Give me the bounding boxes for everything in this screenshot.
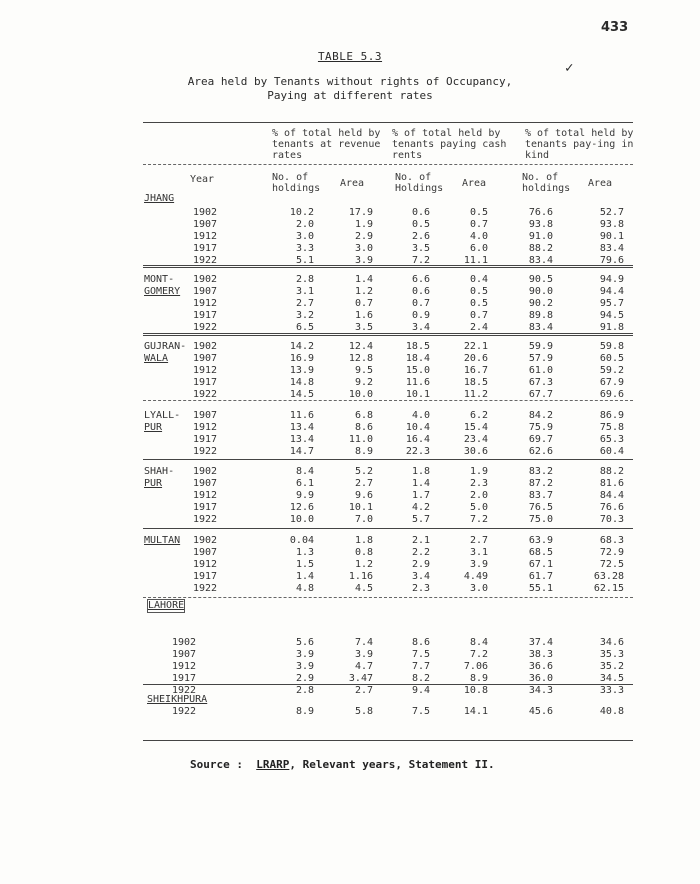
data-cell: 33.3 [599,685,624,696]
data-cell: 3.1 [469,547,488,558]
data-cell: 2.3 [411,583,430,594]
data-cell: 83.7 [528,490,553,501]
data-cell: 5.8 [354,706,373,717]
data-cell: 8.6 [354,422,373,433]
data-cell: 3.9 [354,649,373,660]
data-cell: 0.7 [411,298,430,309]
year-cell: 1907 [193,547,218,558]
data-cell: 9.9 [295,490,314,501]
column-group-header: % of total held by tenants at revenue rates [272,128,381,161]
data-cell: 1.16 [348,571,373,582]
data-cell: 6.1 [295,478,314,489]
data-cell: 15.4 [463,422,488,433]
data-cell: 4.7 [354,661,373,672]
data-cell: 23.4 [463,434,488,445]
year-cell: 1912 [193,365,218,376]
data-cell: 9.4 [411,685,430,696]
data-cell: 1.3 [295,547,314,558]
data-cell: 2.0 [469,490,488,501]
region-label: JHANG [144,193,175,204]
data-cell: 10.1 [405,389,430,400]
data-cell: 6.8 [354,410,373,421]
data-cell: 0.6 [411,286,430,297]
data-cell: 7.4 [354,637,373,648]
data-cell: 17.9 [348,207,373,218]
data-cell: 1.2 [354,286,373,297]
data-cell: 34.3 [528,685,553,696]
year-cell: 1902 [193,466,218,477]
data-cell: 4.8 [295,583,314,594]
rule-line [143,122,633,123]
year-cell: 1917 [193,571,218,582]
data-cell: 91.0 [528,231,553,242]
data-cell: 2.7 [354,685,373,696]
year-cell: 1912 [193,298,218,309]
data-cell: 62.15 [593,583,624,594]
data-cell: 7.2 [469,649,488,660]
data-cell: 14.5 [289,389,314,400]
data-cell: 22.3 [405,446,430,457]
data-cell: 8.9 [354,446,373,457]
data-cell: 3.3 [295,243,314,254]
data-cell: 14.7 [289,446,314,457]
data-cell: 2.4 [469,322,488,333]
data-cell: 18.5 [405,341,430,352]
data-cell: 72.5 [599,559,624,570]
data-cell: 15.0 [405,365,430,376]
data-cell: 5.7 [411,514,430,525]
year-cell: 1912 [193,559,218,570]
region-label: LAHORE [148,600,185,611]
data-cell: 2.8 [295,274,314,285]
data-cell: 3.9 [295,661,314,672]
year-cell: 1922 [172,706,197,717]
data-cell: 61.0 [528,365,553,376]
data-cell: 1.4 [411,478,430,489]
data-cell: 22.1 [463,341,488,352]
data-cell: 34.5 [599,673,624,684]
data-cell: 3.1 [295,286,314,297]
data-cell: 1.9 [354,219,373,230]
data-cell: 0.04 [289,535,314,546]
data-cell: 4.0 [469,231,488,242]
rule-line [143,528,633,529]
data-cell: 3.9 [469,559,488,570]
rule-line [143,333,633,336]
data-cell: 14.2 [289,341,314,352]
data-cell: 2.9 [354,231,373,242]
region-label: WALA [144,353,169,364]
data-cell: 30.6 [463,446,488,457]
data-cell: 0.7 [469,219,488,230]
data-cell: 11.2 [463,389,488,400]
data-cell: 79.6 [599,255,624,266]
data-cell: 0.4 [469,274,488,285]
table-caption: Area held by Tenants without rights of Occupancy, Paying at different rates [187,75,513,102]
data-cell: 0.7 [354,298,373,309]
data-cell: 59.9 [528,341,553,352]
year-cell: 1922 [172,685,197,696]
data-cell: 60.5 [599,353,624,364]
data-cell: 90.0 [528,286,553,297]
region-label: MONT- [144,274,175,285]
data-cell: 94.4 [599,286,624,297]
year-cell: 1917 [193,310,218,321]
year-cell: 1912 [172,661,197,672]
data-cell: 2.9 [411,559,430,570]
data-cell: 10.2 [289,207,314,218]
data-cell: 6.0 [469,243,488,254]
data-cell: 13.4 [289,434,314,445]
region-label: SHAH- [144,466,175,477]
data-cell: 1.4 [295,571,314,582]
data-cell: 1.8 [411,466,430,477]
data-cell: 89.8 [528,310,553,321]
year-cell: 1907 [193,286,218,297]
data-cell: 12.6 [289,502,314,513]
data-cell: 18.4 [405,353,430,364]
data-cell: 2.1 [411,535,430,546]
data-cell: 8.2 [411,673,430,684]
data-cell: 7.06 [463,661,488,672]
year-cell: 1917 [193,243,218,254]
data-cell: 0.6 [411,207,430,218]
data-cell: 8.9 [295,706,314,717]
data-cell: 16.9 [289,353,314,364]
data-cell: 2.0 [295,219,314,230]
data-cell: 9.5 [354,365,373,376]
data-cell: 12.8 [348,353,373,364]
data-cell: 55.1 [528,583,553,594]
rule-line [143,400,633,401]
year-cell: 1907 [193,410,218,421]
data-cell: 18.5 [463,377,488,388]
region-label: GUJRAN- [144,341,187,352]
data-cell: 0.9 [411,310,430,321]
data-cell: 1.9 [469,466,488,477]
data-cell: 4.49 [463,571,488,582]
year-cell: 1917 [193,502,218,513]
data-cell: 5.6 [295,637,314,648]
year-cell: 1902 [193,341,218,352]
data-cell: 6.2 [469,410,488,421]
data-cell: 7.2 [411,255,430,266]
rule-line [143,684,633,685]
year-cell: 1917 [193,434,218,445]
data-cell: 11.6 [405,377,430,388]
data-cell: 3.0 [469,583,488,594]
data-cell: 1.4 [354,274,373,285]
column-header: Area [588,178,613,189]
data-cell: 93.8 [599,219,624,230]
year-cell: 1922 [193,322,218,333]
year-cell: 1907 [193,353,218,364]
column-group-header: % of total held by tenants pay-ing in kind [525,128,634,161]
data-cell: 36.0 [528,673,553,684]
year-cell: 1907 [193,219,218,230]
data-cell: 95.7 [599,298,624,309]
data-cell: 76.5 [528,502,553,513]
data-cell: 2.7 [295,298,314,309]
region-label: SHEIKHPURA [147,694,208,705]
data-cell: 94.5 [599,310,624,321]
year-cell: 1922 [193,255,218,266]
data-cell: 3.4 [411,322,430,333]
year-cell: 1907 [172,649,197,660]
data-cell: 2.2 [411,547,430,558]
data-cell: 6.5 [295,322,314,333]
data-cell: 5.1 [295,255,314,266]
data-cell: 67.3 [528,377,553,388]
data-cell: 8.6 [411,637,430,648]
data-cell: 10.1 [348,502,373,513]
year-cell: 1922 [193,583,218,594]
data-cell: 52.7 [599,207,624,218]
region-label: PUR [144,422,163,433]
column-header: Area [462,178,487,189]
data-cell: 14.1 [463,706,488,717]
data-cell: 2.3 [469,478,488,489]
data-cell: 59.8 [599,341,624,352]
data-cell: 1.5 [295,559,314,570]
data-cell: 84.2 [528,410,553,421]
data-cell: 10.4 [405,422,430,433]
data-cell: 90.5 [528,274,553,285]
data-cell: 57.9 [528,353,553,364]
year-cell: 1912 [193,231,218,242]
rule-line [143,597,633,598]
data-cell: 76.6 [599,502,624,513]
data-cell: 11.0 [348,434,373,445]
data-cell: 7.0 [354,514,373,525]
year-cell: 1907 [193,478,218,489]
data-cell: 0.8 [354,547,373,558]
data-cell: 2.7 [469,535,488,546]
year-cell: 1917 [172,673,197,684]
data-cell: 14.8 [289,377,314,388]
year-cell: 1917 [193,377,218,388]
data-cell: 8.4 [469,637,488,648]
data-cell: 86.9 [599,410,624,421]
data-cell: 6.6 [411,274,430,285]
data-cell: 84.4 [599,490,624,501]
year-cell: 1912 [193,490,218,501]
data-cell: 10.0 [348,389,373,400]
rule-line [143,164,633,165]
data-cell: 87.2 [528,478,553,489]
data-cell: 0.5 [411,219,430,230]
data-cell: 45.6 [528,706,553,717]
data-cell: 35.2 [599,661,624,672]
year-cell: 1902 [172,637,197,648]
data-cell: 16.7 [463,365,488,376]
data-cell: 75.8 [599,422,624,433]
data-cell: 3.5 [411,243,430,254]
data-cell: 83.2 [528,466,553,477]
rule-line [143,265,633,268]
data-cell: 7.2 [469,514,488,525]
data-cell: 3.9 [354,255,373,266]
data-cell: 62.6 [528,446,553,457]
data-cell: 75.0 [528,514,553,525]
data-cell: 1.7 [411,490,430,501]
data-cell: 5.2 [354,466,373,477]
data-cell: 88.2 [599,466,624,477]
year-cell: 1922 [193,389,218,400]
data-cell: 63.28 [593,571,624,582]
data-cell: 68.5 [528,547,553,558]
data-cell: 8.9 [469,673,488,684]
data-cell: 83.4 [528,255,553,266]
data-cell: 3.0 [295,231,314,242]
data-cell: 7.5 [411,706,430,717]
data-cell: 61.7 [528,571,553,582]
data-cell: 36.6 [528,661,553,672]
data-cell: 3.9 [295,649,314,660]
column-header: No. of Holdings [395,172,444,194]
region-label: GOMERY [144,286,181,297]
data-cell: 3.47 [348,673,373,684]
data-cell: 35.3 [599,649,624,660]
data-cell: 68.3 [599,535,624,546]
data-cell: 90.2 [528,298,553,309]
check-mark-icon: ✓ [565,60,574,76]
data-cell: 1.2 [354,559,373,570]
data-cell: 67.7 [528,389,553,400]
data-cell: 67.1 [528,559,553,570]
year-cell: 1902 [193,535,218,546]
data-cell: 2.9 [295,673,314,684]
data-cell: 13.4 [289,422,314,433]
data-cell: 93.8 [528,219,553,230]
data-cell: 67.9 [599,377,624,388]
data-cell: 16.4 [405,434,430,445]
table-label: TABLE 5.3 [317,50,383,63]
data-cell: 11.6 [289,410,314,421]
column-header: Area [340,178,365,189]
data-cell: 9.6 [354,490,373,501]
data-cell: 13.9 [289,365,314,376]
data-cell: 88.2 [528,243,553,254]
column-header: No. of holdings [522,172,571,194]
year-cell: 1912 [193,422,218,433]
year-cell: 1902 [193,207,218,218]
data-cell: 5.0 [469,502,488,513]
data-cell: 63.9 [528,535,553,546]
rule-line [143,740,633,741]
data-cell: 94.9 [599,274,624,285]
year-cell: 1902 [193,274,218,285]
data-cell: 4.5 [354,583,373,594]
data-cell: 69.7 [528,434,553,445]
year-cell: 1922 [193,514,218,525]
data-cell: 3.2 [295,310,314,321]
data-cell: 7.5 [411,649,430,660]
data-cell: 0.5 [469,286,488,297]
data-cell: 83.4 [528,322,553,333]
data-cell: 70.3 [599,514,624,525]
data-cell: 90.1 [599,231,624,242]
data-cell: 65.3 [599,434,624,445]
data-cell: 60.4 [599,446,624,457]
data-cell: 0.5 [469,298,488,309]
data-cell: 40.8 [599,706,624,717]
data-cell: 0.5 [469,207,488,218]
data-cell: 34.6 [599,637,624,648]
data-cell: 59.2 [599,365,624,376]
data-cell: 12.4 [348,341,373,352]
data-cell: 8.4 [295,466,314,477]
data-cell: 3.0 [354,243,373,254]
region-label: MULTAN [144,535,181,546]
data-cell: 10.0 [289,514,314,525]
data-cell: 4.0 [411,410,430,421]
data-cell: 1.8 [354,535,373,546]
year-cell: 1922 [193,446,218,457]
region-label: LYALL- [144,410,181,421]
data-cell: 2.6 [411,231,430,242]
region-label: PUR [144,478,163,489]
data-cell: 2.7 [354,478,373,489]
data-cell: 3.4 [411,571,430,582]
data-cell: 38.3 [528,649,553,660]
data-cell: 4.2 [411,502,430,513]
source-note: Source : LRARP, Relevant years, Statement II. [190,758,495,771]
data-cell: 91.8 [599,322,624,333]
column-group-header: % of total held by tenants paying cash rents [392,128,507,161]
data-cell: 76.6 [528,207,553,218]
rule-line [143,459,633,460]
data-cell: 81.6 [599,478,624,489]
data-cell: 37.4 [528,637,553,648]
data-cell: 9.2 [354,377,373,388]
data-cell: 3.5 [354,322,373,333]
data-cell: 69.6 [599,389,624,400]
column-header: No. of holdings [272,172,321,194]
data-cell: 83.4 [599,243,624,254]
data-cell: 10.8 [463,685,488,696]
data-cell: 11.1 [463,255,488,266]
data-cell: 7.7 [411,661,430,672]
data-cell: 20.6 [463,353,488,364]
data-cell: 0.7 [469,310,488,321]
column-header: Year [190,174,215,185]
data-cell: 2.8 [295,685,314,696]
page-number: 433 [601,20,629,35]
data-cell: 75.9 [528,422,553,433]
data-cell: 1.6 [354,310,373,321]
data-cell: 72.9 [599,547,624,558]
